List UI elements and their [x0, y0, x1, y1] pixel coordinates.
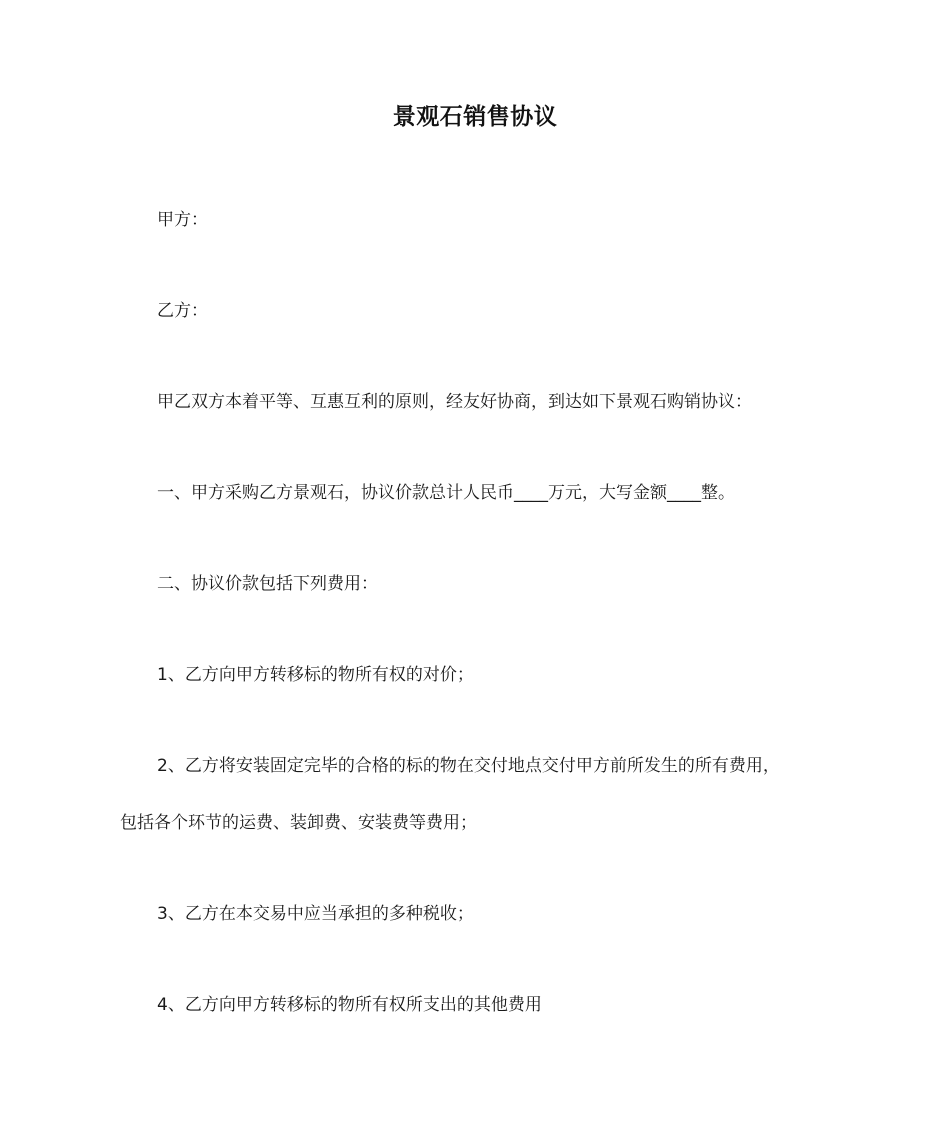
clause-2: 二、协议价款包括下列费用： [157, 574, 378, 594]
clause-2-item-3: 3、乙方在本交易中应当承担的多种税收； [157, 904, 474, 924]
clause-1: 一、甲方采购乙方景观石，协议价款总计人民币____万元，大写金额____整。 [157, 483, 735, 503]
party-b-label: 乙方： [157, 301, 208, 321]
clause-2-item-2-line-2: 包括各个环节的运费、装卸费、安装费等费用； [120, 813, 477, 833]
document-title: 景观石销售协议 [392, 104, 558, 130]
clause-2-item-1: 1、乙方向甲方转移标的物所有权的对价； [157, 665, 474, 685]
clause-2-item-2-line-1: 2、乙方将安装固定完毕的合格的标的物在交付地点交付甲方前所发生的所有费用， [157, 756, 780, 776]
clause-2-item-4: 4、乙方向甲方转移标的物所有权所支出的其他费用 [157, 995, 542, 1015]
preamble-paragraph: 甲乙双方本着平等、互惠互利的原则，经友好协商，到达如下景观石购销协议： [157, 392, 752, 412]
party-a-label: 甲方： [157, 210, 208, 230]
